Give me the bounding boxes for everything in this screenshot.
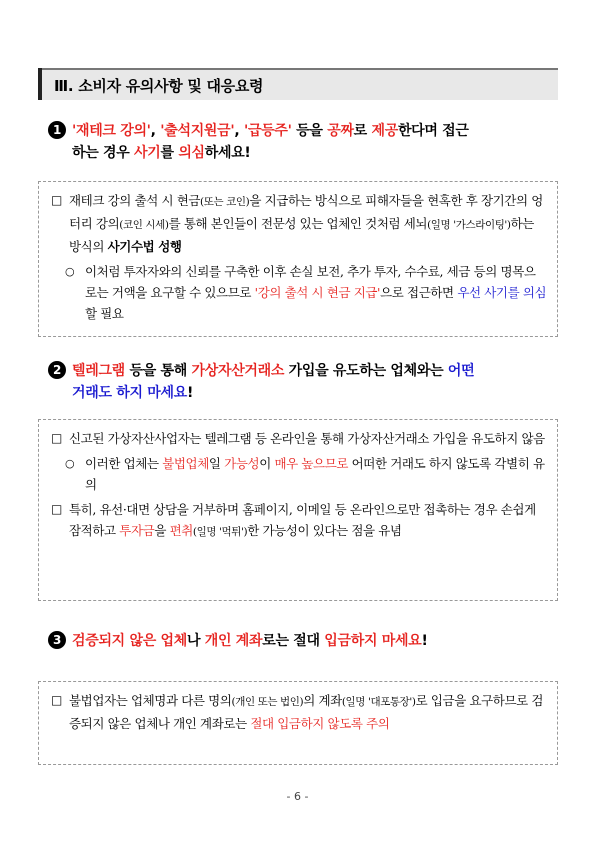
section-title: Ⅲ. 소비자 유의사항 및 대응요령	[54, 77, 264, 95]
point-2-heading: 2 텔레그램 등을 통해 가상자산거래소 가입을 유도하는 업체와는 어떤 거래도 하지 마세요!	[48, 360, 558, 404]
square-bullet-icon: □	[51, 502, 62, 516]
point-1-heading: 1 '재테크 강의', '출석지원금', '급등주' 등을 공짜로 제공한다며 접근 하는 경우 사기를 의심하세요!	[48, 120, 558, 164]
info-box-2	[38, 419, 558, 601]
page-number: - 6 -	[286, 790, 309, 803]
box-1-subitem: ○ 이처럼 투자자와의 신뢰를 구축한 이후 손실 보전, 추가 투자, 수수료, 세금 등의 명목으로는 거액을 요구할 수 있으므로 '강의 출석 시 현금 지급'으로 접근하면 우선 사기를 의심할 필요	[39, 261, 557, 324]
box-2-subitem: ○ 이러한 업체는 불법업체일 가능성이 매우 높으므로 어떠한 거래도 하지 않도록 각별히 유의	[39, 453, 557, 495]
box-1-item: □ 재테크 강의 출석 시 현금(또는 코인)을 지급하는 방식으로 피해자들을 현혹한 후 장기간의 엉터리 강의(코인 시세)를 통해 본인들이 전문성 있는 업체인 것처럼 세뇌(일명 '가스라이팅')하는 방식의 사기수법 성행	[39, 190, 557, 257]
number-badge-3: 3	[48, 631, 66, 649]
box-2-item-2: □ 특히, 유선·대면 상담을 거부하며 홈페이지, 이메일 등 온라인으로만 접촉하는 경우 손쉽게 잠적하고 투자금을 편취(일명 '먹튀')한 가능성이 있다는 점을 유념	[39, 499, 557, 543]
square-bullet-icon: □	[51, 193, 62, 207]
info-box-1	[38, 181, 558, 337]
info-box-3	[38, 681, 558, 765]
section-header	[38, 68, 558, 100]
circle-bullet-icon: ○	[65, 265, 75, 278]
number-badge-2: 2	[48, 361, 66, 379]
square-bullet-icon: □	[51, 693, 62, 707]
point-3-heading: 3 검증되지 않은 업체나 개인 계좌로는 절대 입금하지 마세요!	[48, 630, 558, 652]
circle-bullet-icon: ○	[65, 457, 75, 470]
number-badge-1: 1	[48, 121, 66, 139]
box-3-item: □ 불법업자는 업체명과 다른 명의(개인 또는 법인)의 계좌(일명 '대포통장')로 입금을 요구하므로 검증되지 않은 업체나 개인 계좌로는 절대 입금하지 않도록 주의	[39, 690, 557, 734]
square-bullet-icon: □	[51, 431, 62, 445]
box-2-item-1: □ 신고된 가상자산사업자는 텔레그램 등 온라인을 통해 가상자산거래소 가입을 유도하지 않음	[39, 428, 557, 449]
